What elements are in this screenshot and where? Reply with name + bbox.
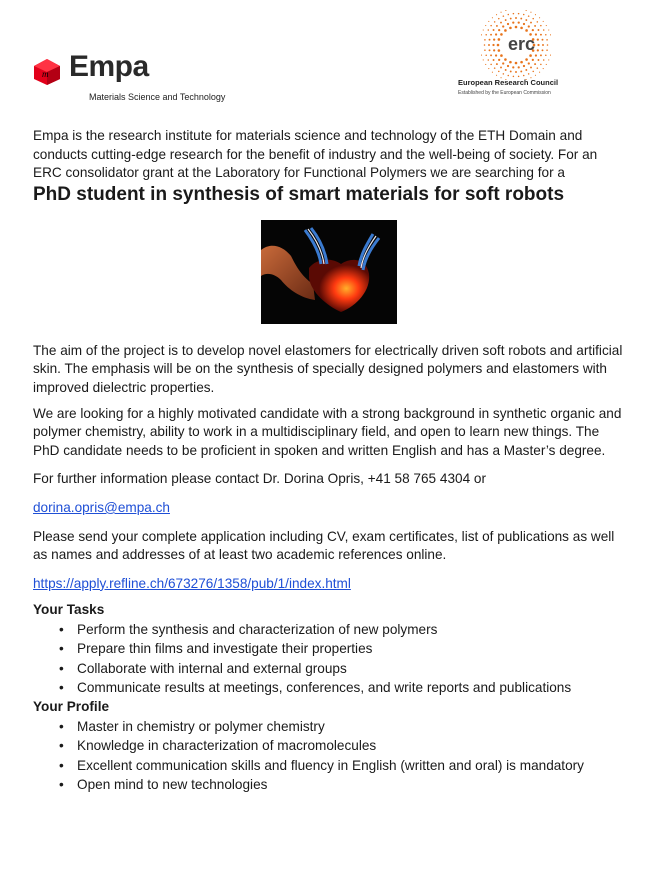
erc-dot	[537, 49, 539, 51]
erc-dot	[535, 33, 537, 35]
erc-dot	[538, 59, 540, 61]
job-posting	[33, 127, 625, 795]
erc-dot	[523, 23, 525, 25]
erc-dot	[488, 59, 490, 61]
profile-list	[33, 717, 625, 795]
empa-cube-icon	[33, 58, 61, 86]
erc-dot	[483, 29, 484, 30]
erc-dot	[509, 61, 512, 64]
contact-email-link[interactable]: dorina.opris@empa.ch	[33, 499, 170, 515]
erc-dot	[545, 54, 547, 56]
erc-dot	[497, 44, 500, 47]
erc-dot	[484, 39, 486, 41]
apply-paragraph: Please send your complete application including CV, exam certificates, list of publications as well as names and addresses of at least two academic references online.	[33, 528, 615, 563]
erc-dot	[546, 25, 547, 26]
erc-dot	[518, 22, 520, 24]
erc-dot	[542, 39, 544, 41]
empa-tagline: Materials Science and Technology	[89, 92, 226, 102]
erc-dot	[520, 18, 522, 20]
erc-dot	[502, 62, 504, 64]
erc-dot	[496, 14, 497, 15]
erc-dot	[488, 21, 489, 22]
erc-dot	[490, 25, 492, 27]
erc-dot	[500, 12, 501, 13]
erc-dot	[540, 64, 542, 66]
task-item: • Communicate results at meetings, conferences, and write reports and publications	[77, 678, 625, 698]
erc-dot	[546, 39, 548, 41]
erc-dot	[494, 21, 496, 23]
erc-dot	[532, 59, 534, 61]
erc-dot	[500, 33, 503, 36]
erc-dot	[488, 44, 490, 46]
erc-dot	[518, 66, 520, 68]
erc-dot	[493, 29, 495, 31]
erc-dot	[528, 62, 530, 64]
erc-dot	[507, 65, 509, 67]
erc-dot	[510, 71, 512, 73]
erc-dot	[485, 54, 487, 56]
job-title: PhD student in synthesis of smart materials for soft robots	[33, 183, 565, 205]
erc-dot	[498, 59, 500, 61]
erc-dot	[509, 27, 512, 30]
erc-dot	[490, 64, 492, 66]
erc-dot	[525, 69, 527, 71]
erc-subline: Established by the European Commission	[458, 90, 551, 96]
tasks-list	[33, 620, 625, 698]
erc-dot	[525, 29, 528, 32]
erc-dot	[494, 67, 496, 69]
erc-dot	[513, 76, 515, 78]
erc-dot	[545, 34, 547, 36]
erc-dot	[503, 73, 505, 75]
aim-paragraph: The aim of the project is to develop novel elastomers for electrically driven soft robots and artificial skin. The emphasis will be on the synthesis of specially designed polymers and elastomers with improved dielectric properties.	[33, 342, 623, 395]
erc-dot	[508, 14, 510, 16]
erc-dot	[540, 25, 542, 27]
erc-dot	[488, 68, 489, 69]
erc-dot	[525, 19, 527, 21]
erc-dot	[492, 17, 493, 18]
erc-dot	[490, 54, 492, 56]
erc-dot	[550, 34, 551, 35]
erc-dot	[500, 22, 502, 24]
erc-dot	[520, 27, 523, 30]
erc-dot	[532, 71, 534, 73]
erc-dot	[547, 44, 549, 46]
tasks-heading: Your Tasks	[33, 602, 105, 618]
erc-dot	[535, 75, 536, 76]
erc-dot	[539, 72, 540, 73]
erc-dot	[481, 55, 482, 56]
erc-dot	[483, 59, 484, 60]
erc-dot	[496, 75, 497, 76]
erc-dot	[507, 23, 509, 25]
erc-dot	[528, 15, 530, 17]
erc-dot	[542, 44, 544, 46]
erc-dot	[530, 67, 532, 69]
erc-dot	[534, 25, 536, 27]
erc-dot	[550, 55, 551, 56]
erc-dot	[498, 18, 500, 20]
erc-dot	[498, 71, 500, 73]
erc-dot	[512, 66, 514, 68]
apply-link[interactable]: https://apply.refline.ch/673276/1358/pub/1/index.html	[33, 575, 351, 591]
erc-dot	[515, 62, 518, 65]
candidate-paragraph: We are looking for a highly motivated candidate with a strong background in synthetic organic and polymer chemistry, ability to work in a multidisciplinary field, and open to learn new things. The PhD candidate needs to be proficient in spoken and written English and has a Master’s degree.	[33, 405, 622, 458]
erc-dot	[515, 71, 517, 73]
profile-item: • Excellent communication skills and fluency in English (written and oral) is mandatory	[77, 756, 625, 776]
erc-dot	[495, 54, 497, 56]
erc-dot	[543, 29, 545, 31]
erc-dot	[537, 38, 539, 40]
erc-dot	[505, 10, 506, 11]
erc-dot	[534, 63, 536, 65]
erc-dot	[518, 76, 520, 78]
erc-dot	[498, 29, 500, 31]
erc-dot	[543, 68, 544, 69]
erc-dot	[535, 14, 536, 15]
erc-dot	[502, 25, 504, 27]
erc-dot	[485, 64, 486, 65]
erc-dot	[540, 34, 542, 36]
soft-robot-arm-image	[261, 220, 397, 324]
erc-dot	[510, 18, 512, 20]
erc-dot	[498, 38, 501, 41]
profile-item: • Master in chemistry or polymer chemistry	[77, 717, 625, 737]
erc-dot	[489, 49, 491, 51]
profile-item: • Knowledge in characterization of macromolecules	[77, 736, 625, 756]
erc-dot	[548, 59, 549, 60]
erc-dot	[490, 34, 492, 36]
erc-dot	[493, 59, 495, 61]
erc-dot	[488, 29, 490, 31]
erc-dot	[523, 65, 525, 67]
erc-dot	[542, 49, 544, 51]
erc-name: European Research Council	[458, 78, 559, 87]
profile-item: • Open mind to new technologies	[77, 775, 625, 795]
erc-dot	[528, 25, 530, 27]
erc-abbrev: erc	[508, 34, 536, 54]
erc-dot	[543, 59, 545, 61]
erc-dot	[515, 26, 518, 29]
erc-dot	[538, 29, 540, 31]
task-item: • Perform the synthesis and characterization of new polymers	[77, 620, 625, 640]
contact-paragraph: For further information please contact Dr. Dorina Opris, +41 58 765 4304 or	[33, 471, 486, 487]
empa-brand: Empa	[69, 50, 149, 83]
erc-dot	[518, 13, 520, 15]
task-item: • Collaborate with internal and external groups	[77, 659, 625, 679]
erc-dot	[493, 49, 495, 51]
erc-dot	[513, 13, 515, 15]
erc-dot	[530, 22, 532, 24]
erc-dot	[481, 34, 482, 35]
erc-dot	[537, 44, 539, 46]
erc-dot	[504, 58, 507, 61]
erc-dot	[546, 64, 547, 65]
erc-dot	[492, 72, 493, 73]
task-item: • Prepare thin films and investigate their properties	[77, 639, 625, 659]
empa-logo	[33, 50, 233, 106]
erc-dot	[537, 21, 539, 23]
erc-dot	[528, 73, 530, 75]
erc-dot	[540, 54, 542, 56]
erc-dot	[495, 33, 497, 35]
erc-dot	[526, 10, 527, 11]
profile-heading: Your Profile	[33, 698, 110, 714]
erc-dot	[512, 22, 514, 24]
erc-dot	[484, 49, 486, 51]
erc-dot	[525, 58, 528, 61]
erc-dot	[543, 21, 544, 22]
erc-dot	[523, 14, 525, 16]
erc-dot	[535, 54, 537, 56]
erc-dot	[548, 29, 549, 30]
intro-paragraph: Empa is the research institute for materials science and technology of the ETH Domain and conducts cutting-edge research for the benefit of industry and the well-being of society. For an ERC consolidator grant at the Laboratory for Functional Polymers we are searching for a	[33, 128, 598, 181]
erc-dot	[500, 67, 502, 69]
svg-text:m: m	[42, 69, 49, 79]
erc-dot	[520, 71, 522, 73]
erc-dot	[489, 39, 491, 41]
erc-dot	[537, 67, 539, 69]
erc-dot	[498, 49, 501, 52]
erc-dot	[500, 54, 503, 57]
erc-logo	[455, 10, 585, 100]
erc-dot	[492, 44, 494, 46]
erc-dot	[505, 69, 507, 71]
erc-dot	[546, 49, 548, 51]
erc-dot	[496, 63, 498, 65]
erc-dot	[496, 25, 498, 27]
erc-dot	[530, 12, 531, 13]
erc-dot	[503, 15, 505, 17]
erc-dot	[504, 29, 507, 32]
erc-dot	[505, 19, 507, 21]
erc-dot	[508, 75, 510, 77]
erc-dot	[515, 17, 517, 19]
erc-dot	[523, 75, 525, 77]
erc-dot	[485, 34, 487, 36]
erc-dot	[532, 29, 534, 31]
erc-dot	[493, 38, 495, 40]
erc-dot	[532, 18, 534, 20]
erc-dot	[520, 61, 523, 64]
erc-dot	[485, 25, 486, 26]
erc-dot	[539, 17, 540, 18]
erc-dot	[484, 44, 486, 46]
